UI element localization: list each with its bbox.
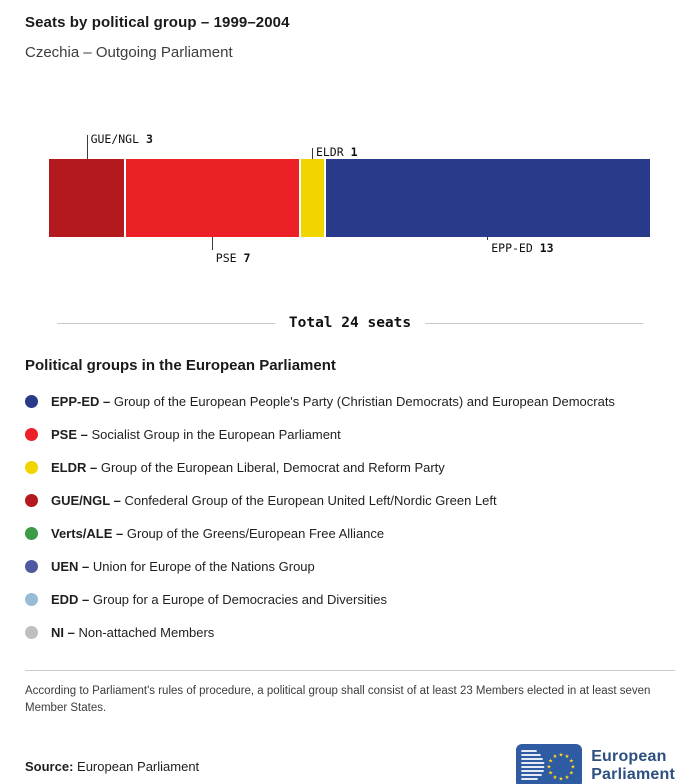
footer <box>25 744 675 784</box>
legend-item <box>25 625 675 640</box>
bar-segment-GUE/NGL <box>49 159 124 237</box>
bar-segment-EPP-ED <box>324 159 650 237</box>
legend-abbr: ELDR – <box>51 460 101 475</box>
legend-item <box>25 394 675 409</box>
eu-flag-hemicycle-icon <box>516 744 582 784</box>
legend-text <box>51 625 214 640</box>
legend-text <box>51 394 615 409</box>
bar-segment-ELDR <box>299 159 324 237</box>
legend-item <box>25 592 675 607</box>
legend-dot <box>25 461 38 474</box>
legend-desc: Confederal Group of the European United Left/Nordic Green Left <box>124 493 497 508</box>
legend-desc: Group of the European Liberal, Democrat and Reform Party <box>100 460 445 475</box>
bar-segment-PSE <box>124 159 299 237</box>
legend-desc: Group of the European People's Party (Christian Democrats) and European Democrats <box>113 394 615 409</box>
legend-item <box>25 526 675 541</box>
svg-text:★: ★ <box>564 775 570 782</box>
chart-label-PSE <box>212 237 251 265</box>
source-value: European Parliament <box>77 758 200 774</box>
legend-item <box>25 427 675 442</box>
legend-dot <box>25 626 38 639</box>
legend-abbr: NI – <box>51 625 79 640</box>
legend-text <box>51 526 384 541</box>
chart-label-ELDR <box>312 145 358 159</box>
svg-text:★: ★ <box>569 758 575 765</box>
svg-text:★: ★ <box>564 754 570 761</box>
legend-desc: Group for a Europe of Democracies and Diversities <box>92 592 387 607</box>
page-subtitle: Czechia – Outgoing Parliament <box>25 44 233 61</box>
chart-label-text: ELDR 1 <box>315 145 358 159</box>
chart-label-text: PSE 7 <box>215 251 251 265</box>
footnote: According to Parliament's rules of procedure, a political group shall consist of at least 23 Members elected in at least seven Member States. <box>25 670 675 716</box>
svg-text:★: ★ <box>558 776 564 783</box>
legend-dot <box>25 560 38 573</box>
seats-bar <box>49 159 650 237</box>
right-divider-line <box>425 323 643 324</box>
legend-dot <box>25 527 38 540</box>
svg-text:★: ★ <box>570 764 576 771</box>
legend-item <box>25 559 675 574</box>
svg-text:★: ★ <box>558 752 564 759</box>
page-title: Seats by political group – 1999–2004 <box>25 14 290 31</box>
tick-line <box>87 135 88 159</box>
chart-labels-top <box>49 133 650 159</box>
legend-desc: Group of the Greens/European Free Alliance <box>126 526 385 541</box>
logo-text <box>591 748 675 784</box>
source <box>25 759 199 774</box>
legend-text <box>51 559 315 574</box>
total-seats-row <box>57 315 643 331</box>
legend-desc: Union for Europe of the Nations Group <box>92 559 315 574</box>
legend-desc: Socialist Group in the European Parliament <box>91 427 341 442</box>
legend-list <box>25 394 675 640</box>
legend-item <box>25 493 675 508</box>
tick-line <box>487 237 488 240</box>
stacked-bar-chart <box>49 133 650 269</box>
legend-abbr: Verts/ALE – <box>51 526 127 541</box>
svg-text:★: ★ <box>552 754 558 761</box>
svg-text:★: ★ <box>548 758 554 765</box>
legend-text <box>51 460 445 475</box>
legend-abbr: EPP-ED – <box>51 394 114 409</box>
left-divider-line <box>57 323 275 324</box>
european-parliament-logo <box>516 744 675 784</box>
legend-abbr: GUE/NGL – <box>51 493 125 508</box>
svg-text:★: ★ <box>548 770 554 777</box>
logo-line1: European <box>591 747 667 765</box>
legend-text <box>51 592 387 607</box>
legend-text <box>51 427 341 442</box>
legend-dot <box>25 593 38 606</box>
legend-dot <box>25 494 38 507</box>
logo-line2: Parliament <box>591 766 675 784</box>
svg-text:★: ★ <box>546 764 552 771</box>
chart-label-text: GUE/NGL 3 <box>90 132 153 146</box>
legend-text <box>51 493 497 508</box>
tick-line <box>312 148 313 159</box>
chart-labels-bottom <box>49 237 650 269</box>
svg-text:★: ★ <box>552 775 558 782</box>
legend-dot <box>25 395 38 408</box>
legend-abbr: PSE – <box>51 427 92 442</box>
chart-label-EPP-ED <box>487 237 554 255</box>
chart-label-text: EPP-ED 13 <box>491 241 554 255</box>
legend-heading: Political groups in the European Parliament <box>25 357 336 374</box>
chart-label-GUE/NGL <box>87 132 153 159</box>
legend-dot <box>25 428 38 441</box>
legend-desc: Non-attached Members <box>78 625 215 640</box>
legend-abbr: EDD – <box>51 592 93 607</box>
total-seats-label: Total 24 seats <box>288 315 412 331</box>
legend-abbr: UEN – <box>51 559 93 574</box>
source-label: Source: <box>25 758 74 774</box>
svg-text:★: ★ <box>569 770 575 777</box>
tick-line <box>212 237 213 250</box>
legend-item <box>25 460 675 475</box>
